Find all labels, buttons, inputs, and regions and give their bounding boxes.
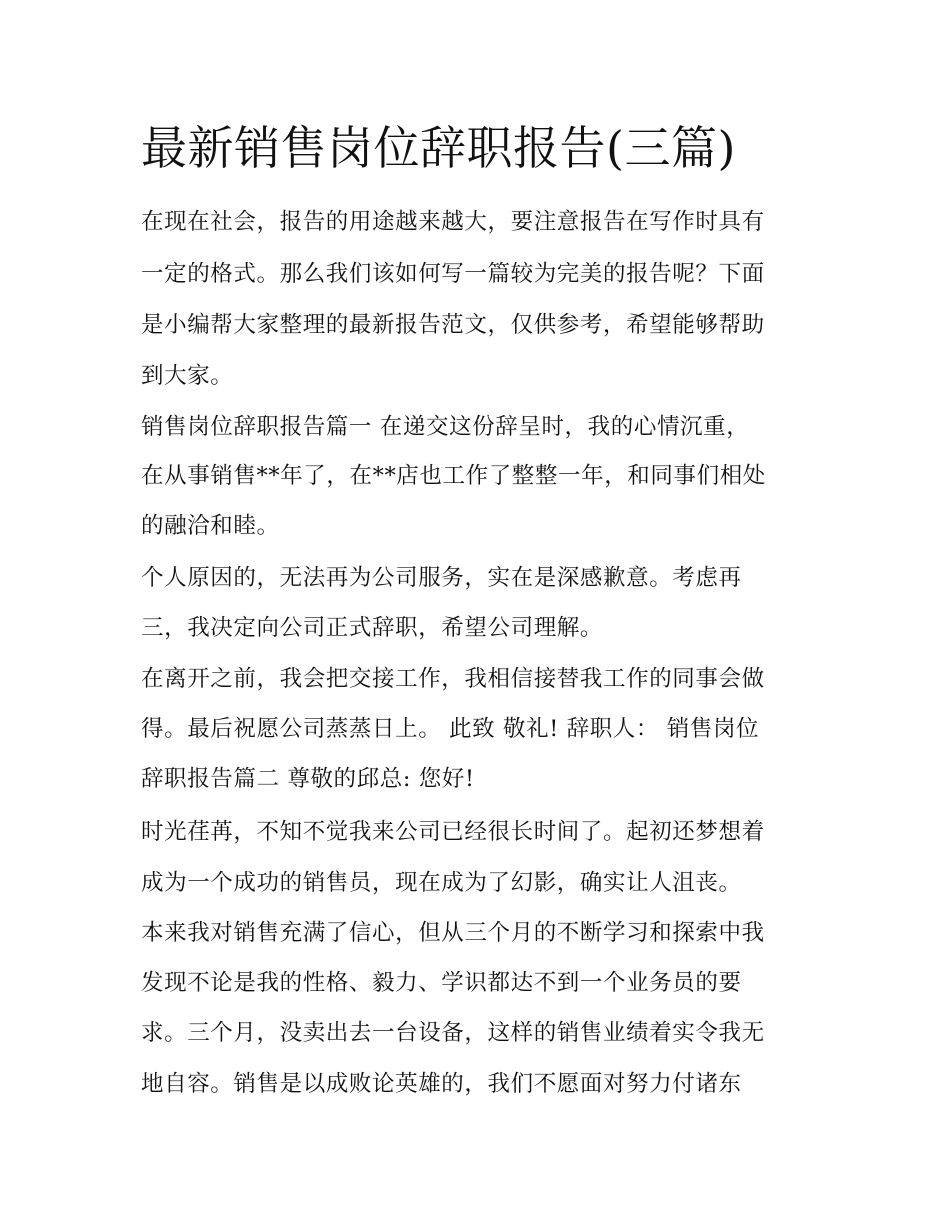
text-line: 时光荏苒，不知不觉我来公司已经很长时间了。起初还梦想着 — [141, 819, 765, 845]
text-line: 成为一个成功的销售员，现在成为了幻影，确实让人沮丧。 — [141, 870, 742, 896]
text-line: 在离开之前，我会把交接工作，我相信接替我工作的同事会做 — [141, 666, 765, 692]
text-line: 三，我决定向公司正式辞职，希望公司理解。 — [141, 615, 604, 641]
text-line: 发现不论是我的性格、毅力、学识都达不到一个业务员的要 — [141, 970, 742, 996]
text-line: 一定的格式。那么我们该如何写一篇较为完美的报告呢？下面 — [141, 261, 765, 287]
text-line: 得。最后祝愿公司蒸蒸日上。 此致 敬礼! 辞职人： 销售岗位 — [141, 716, 760, 742]
text-line: 是小编帮大家整理的最新报告范文，仅供参考，希望能够帮助 — [141, 312, 765, 338]
text-line: 的融洽和睦。 — [141, 513, 280, 539]
text-line: 到大家。 — [141, 363, 234, 389]
text-line: 在从事销售**年了，在**店也工作了整整一年，和同事们相处 — [141, 463, 766, 489]
text-line: 在现在社会，报告的用途越来越大，要注意报告在写作时具有 — [141, 209, 765, 235]
text-line: 销售岗位辞职报告篇一 在递交这份辞呈时，我的心情沉重， — [141, 414, 750, 440]
text-line: 辞职报告篇二 尊敬的邱总: 您好! — [141, 766, 475, 792]
text-line: 求。三个月，没卖出去一台设备，这样的销售业绩着实令我无 — [141, 1020, 765, 1046]
text-line: 地自容。销售是以成败论英雄的，我们不愿面对努力付诸东 — [141, 1071, 742, 1097]
text-line: 个人原因的，无法再为公司服务，实在是深感歉意。考虑再 — [141, 565, 742, 591]
text-line: 本来我对销售充满了信心，但从三个月的不断学习和探索中我 — [141, 920, 765, 946]
document-title: 最新销售岗位辞职报告(三篇) — [141, 121, 736, 175]
